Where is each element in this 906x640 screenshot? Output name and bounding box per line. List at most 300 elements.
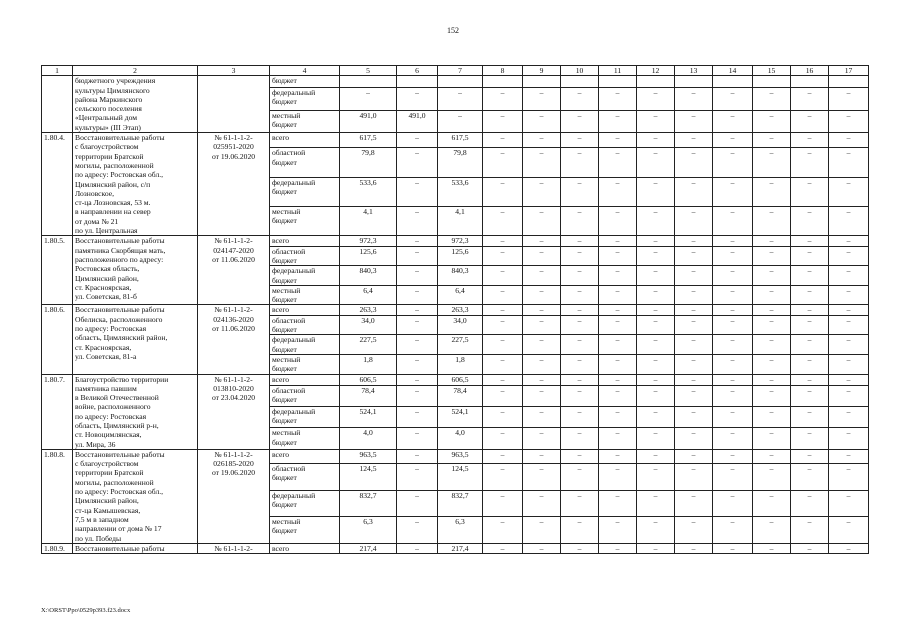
value-cell: – bbox=[561, 133, 599, 148]
value-cell: – bbox=[599, 88, 637, 110]
value-cell: – bbox=[561, 236, 599, 246]
value-cell: – bbox=[713, 490, 753, 517]
value-cell: 125,6 bbox=[438, 246, 483, 266]
value-cell: – bbox=[791, 266, 829, 286]
funding-source-cell: федеральный бюджет bbox=[270, 490, 340, 517]
value-cell: – bbox=[791, 407, 829, 428]
value-cell: – bbox=[791, 285, 829, 305]
value-cell: – bbox=[523, 305, 561, 315]
value-cell: 34,0 bbox=[438, 315, 483, 335]
value-cell: 6,3 bbox=[438, 517, 483, 544]
value-cell: – bbox=[713, 543, 753, 553]
value-cell: – bbox=[483, 305, 523, 315]
value-cell: – bbox=[829, 517, 869, 544]
table-row bbox=[42, 133, 869, 148]
value-cell: – bbox=[397, 374, 438, 385]
value-cell: – bbox=[713, 517, 753, 544]
value-cell: – bbox=[599, 463, 637, 490]
value-cell: 972,3 bbox=[438, 236, 483, 246]
value-cell: – bbox=[753, 148, 791, 177]
value-cell: 606,5 bbox=[340, 374, 397, 385]
value-cell bbox=[523, 76, 561, 88]
value-cell: – bbox=[599, 207, 637, 236]
value-cell: 491,0 bbox=[397, 110, 438, 133]
value-cell: – bbox=[397, 407, 438, 428]
value-cell: – bbox=[753, 133, 791, 148]
value-cell: – bbox=[397, 305, 438, 315]
value-cell: 78,4 bbox=[438, 385, 483, 406]
value-cell: – bbox=[397, 517, 438, 544]
funding-source-cell: бюджет bbox=[270, 76, 340, 88]
value-cell: – bbox=[675, 407, 713, 428]
value-cell: 4,0 bbox=[438, 428, 483, 449]
value-cell: – bbox=[599, 177, 637, 206]
value-cell: – bbox=[637, 177, 675, 206]
value-cell: – bbox=[523, 449, 561, 463]
value-cell: – bbox=[523, 285, 561, 305]
column-number-cell: 16 bbox=[791, 66, 829, 76]
value-cell: – bbox=[791, 148, 829, 177]
value-cell: – bbox=[829, 354, 869, 374]
value-cell: – bbox=[675, 354, 713, 374]
column-number-cell: 1 bbox=[42, 66, 73, 76]
value-cell: 617,5 bbox=[438, 133, 483, 148]
value-cell: – bbox=[829, 490, 869, 517]
value-cell: 533,6 bbox=[438, 177, 483, 206]
value-cell: – bbox=[523, 207, 561, 236]
value-cell: – bbox=[397, 266, 438, 286]
value-cell: – bbox=[753, 543, 791, 553]
value-cell: 533,6 bbox=[340, 177, 397, 206]
value-cell: – bbox=[637, 236, 675, 246]
value-cell: – bbox=[483, 315, 523, 335]
value-cell bbox=[675, 76, 713, 88]
document-cell: № 61-1-1-2- 024147-2020 от 11.06.2020 bbox=[198, 236, 270, 305]
value-cell: – bbox=[561, 335, 599, 355]
value-cell: – bbox=[523, 148, 561, 177]
value-cell: 79,8 bbox=[340, 148, 397, 177]
value-cell: – bbox=[829, 285, 869, 305]
value-cell: – bbox=[753, 449, 791, 463]
value-cell: – bbox=[637, 285, 675, 305]
value-cell: – bbox=[483, 133, 523, 148]
item-number-cell: 1.80.4. bbox=[42, 133, 73, 236]
value-cell: – bbox=[675, 148, 713, 177]
value-cell: – bbox=[829, 207, 869, 236]
value-cell: – bbox=[483, 449, 523, 463]
value-cell: – bbox=[753, 517, 791, 544]
value-cell: – bbox=[713, 428, 753, 449]
value-cell: – bbox=[829, 246, 869, 266]
funding-source-cell: федеральный бюджет bbox=[270, 88, 340, 110]
value-cell: – bbox=[829, 133, 869, 148]
funding-source-cell: всего bbox=[270, 236, 340, 246]
column-number-cell: 4 bbox=[270, 66, 340, 76]
column-number-cell: 10 bbox=[561, 66, 599, 76]
value-cell: 1,8 bbox=[438, 354, 483, 374]
funding-source-cell: местный бюджет bbox=[270, 517, 340, 544]
value-cell: – bbox=[829, 88, 869, 110]
value-cell bbox=[791, 76, 829, 88]
value-cell: – bbox=[397, 385, 438, 406]
value-cell: – bbox=[483, 236, 523, 246]
value-cell: – bbox=[483, 407, 523, 428]
funding-source-cell: федеральный бюджет bbox=[270, 407, 340, 428]
value-cell: – bbox=[791, 315, 829, 335]
value-cell: – bbox=[675, 428, 713, 449]
value-cell: 491,0 bbox=[340, 110, 397, 133]
value-cell: – bbox=[561, 385, 599, 406]
value-cell: – bbox=[675, 266, 713, 286]
document-cell: № 61-1-1-2- bbox=[198, 543, 270, 553]
item-number-cell bbox=[42, 76, 73, 133]
value-cell: – bbox=[561, 110, 599, 133]
column-number-cell: 14 bbox=[713, 66, 753, 76]
value-cell: 963,5 bbox=[438, 449, 483, 463]
value-cell: – bbox=[791, 305, 829, 315]
value-cell: – bbox=[483, 285, 523, 305]
value-cell: – bbox=[791, 88, 829, 110]
column-number-cell: 13 bbox=[675, 66, 713, 76]
value-cell bbox=[438, 76, 483, 88]
funding-source-cell: всего bbox=[270, 449, 340, 463]
value-cell: 217,4 bbox=[438, 543, 483, 553]
funding-source-cell: местный бюджет bbox=[270, 428, 340, 449]
value-cell: – bbox=[753, 385, 791, 406]
value-cell: – bbox=[397, 88, 438, 110]
value-cell: – bbox=[637, 88, 675, 110]
value-cell: – bbox=[523, 236, 561, 246]
value-cell: – bbox=[637, 266, 675, 286]
value-cell: – bbox=[753, 236, 791, 246]
table-row bbox=[42, 543, 869, 553]
funding-source-cell: федеральный бюджет bbox=[270, 266, 340, 286]
value-cell: – bbox=[523, 133, 561, 148]
value-cell: – bbox=[713, 177, 753, 206]
value-cell: – bbox=[829, 236, 869, 246]
value-cell: – bbox=[397, 207, 438, 236]
value-cell: – bbox=[791, 490, 829, 517]
value-cell: 227,5 bbox=[438, 335, 483, 355]
value-cell: – bbox=[599, 407, 637, 428]
value-cell: – bbox=[829, 543, 869, 553]
value-cell: – bbox=[483, 207, 523, 236]
value-cell: – bbox=[791, 354, 829, 374]
value-cell: – bbox=[599, 266, 637, 286]
value-cell: – bbox=[523, 490, 561, 517]
value-cell: – bbox=[753, 463, 791, 490]
value-cell: – bbox=[397, 285, 438, 305]
file-path-footer: X:\ORST\Ppo\0529p393.f23.docx bbox=[41, 607, 131, 614]
value-cell: – bbox=[561, 305, 599, 315]
document-cell: № 61-1-1-2- 026185-2020 от 19.06.2020 bbox=[198, 449, 270, 543]
value-cell: – bbox=[829, 449, 869, 463]
value-cell: – bbox=[561, 177, 599, 206]
value-cell: 34,0 bbox=[340, 315, 397, 335]
value-cell: 4,0 bbox=[340, 428, 397, 449]
value-cell: 840,3 bbox=[340, 266, 397, 286]
value-cell: – bbox=[599, 374, 637, 385]
value-cell: – bbox=[713, 374, 753, 385]
value-cell: 263,3 bbox=[340, 305, 397, 315]
value-cell: – bbox=[483, 266, 523, 286]
value-cell: – bbox=[523, 110, 561, 133]
value-cell: – bbox=[483, 463, 523, 490]
column-number-cell: 17 bbox=[829, 66, 869, 76]
table-row bbox=[42, 305, 869, 315]
value-cell: – bbox=[561, 207, 599, 236]
value-cell: – bbox=[637, 385, 675, 406]
value-cell: – bbox=[599, 517, 637, 544]
value-cell: – bbox=[523, 543, 561, 553]
value-cell: – bbox=[829, 315, 869, 335]
value-cell: – bbox=[637, 354, 675, 374]
value-cell: – bbox=[675, 490, 713, 517]
value-cell: – bbox=[523, 463, 561, 490]
value-cell bbox=[599, 76, 637, 88]
column-number-row bbox=[42, 66, 869, 76]
value-cell: – bbox=[637, 543, 675, 553]
value-cell: – bbox=[713, 385, 753, 406]
value-cell: – bbox=[675, 385, 713, 406]
value-cell: – bbox=[523, 374, 561, 385]
value-cell: – bbox=[561, 463, 599, 490]
value-cell: – bbox=[561, 517, 599, 544]
column-number-cell: 5 bbox=[340, 66, 397, 76]
value-cell: – bbox=[829, 407, 869, 428]
table-row bbox=[42, 76, 869, 88]
item-name-cell: Восстановительные работы памятника Скорбящая мать, расположенного по адресу: Ростовская область, Цимлянский район, ст. Красноярская, ул. Советская, 81-б bbox=[73, 236, 198, 305]
value-cell: – bbox=[829, 374, 869, 385]
value-cell: – bbox=[483, 335, 523, 355]
value-cell: – bbox=[829, 385, 869, 406]
value-cell: – bbox=[829, 305, 869, 315]
value-cell: – bbox=[637, 428, 675, 449]
value-cell: – bbox=[753, 354, 791, 374]
value-cell: – bbox=[791, 207, 829, 236]
value-cell: – bbox=[523, 335, 561, 355]
funding-source-cell: всего bbox=[270, 374, 340, 385]
value-cell: – bbox=[397, 463, 438, 490]
value-cell: – bbox=[791, 110, 829, 133]
value-cell: 6,4 bbox=[438, 285, 483, 305]
value-cell: 124,5 bbox=[340, 463, 397, 490]
value-cell: – bbox=[637, 407, 675, 428]
item-number-cell: 1.80.5. bbox=[42, 236, 73, 305]
value-cell: – bbox=[829, 110, 869, 133]
value-cell: – bbox=[713, 315, 753, 335]
value-cell: 832,7 bbox=[340, 490, 397, 517]
value-cell: – bbox=[523, 315, 561, 335]
value-cell: 217,4 bbox=[340, 543, 397, 553]
item-name-cell: Восстановительные работы с благоустройством территории Братской могилы, расположенной по адресу: Ростовская обл., Цимлянский район, ст-ца Камышевская, 7,5 м в западном направлении от дома № 17 по ул. Победы bbox=[73, 449, 198, 543]
value-cell: – bbox=[340, 88, 397, 110]
value-cell: 832,7 bbox=[438, 490, 483, 517]
value-cell: – bbox=[438, 110, 483, 133]
value-cell: – bbox=[397, 246, 438, 266]
value-cell: – bbox=[397, 148, 438, 177]
value-cell: 6,3 bbox=[340, 517, 397, 544]
value-cell: – bbox=[675, 207, 713, 236]
value-cell: – bbox=[397, 177, 438, 206]
value-cell: 263,3 bbox=[438, 305, 483, 315]
value-cell: – bbox=[599, 385, 637, 406]
value-cell bbox=[637, 76, 675, 88]
column-number-cell: 2 bbox=[73, 66, 198, 76]
value-cell: – bbox=[483, 490, 523, 517]
value-cell: 124,5 bbox=[438, 463, 483, 490]
item-name-cell: бюджетного учреждения культуры Цимлянского района Маркинского сельского поселения «Центральный дом культуры» (III Этап) bbox=[73, 76, 198, 133]
value-cell: 606,5 bbox=[438, 374, 483, 385]
value-cell: – bbox=[523, 385, 561, 406]
value-cell: – bbox=[791, 428, 829, 449]
value-cell: – bbox=[599, 246, 637, 266]
value-cell: – bbox=[753, 305, 791, 315]
value-cell bbox=[753, 76, 791, 88]
value-cell: – bbox=[561, 490, 599, 517]
value-cell: – bbox=[753, 315, 791, 335]
value-cell: – bbox=[675, 133, 713, 148]
value-cell: – bbox=[713, 88, 753, 110]
funding-source-cell: областной бюджет bbox=[270, 246, 340, 266]
value-cell: – bbox=[713, 133, 753, 148]
value-cell: – bbox=[637, 246, 675, 266]
value-cell: – bbox=[713, 354, 753, 374]
value-cell: 840,3 bbox=[438, 266, 483, 286]
value-cell: – bbox=[713, 335, 753, 355]
value-cell: – bbox=[599, 305, 637, 315]
value-cell: – bbox=[713, 246, 753, 266]
funding-source-cell: областной бюджет bbox=[270, 315, 340, 335]
value-cell: 617,5 bbox=[340, 133, 397, 148]
value-cell: – bbox=[523, 407, 561, 428]
value-cell: – bbox=[791, 449, 829, 463]
value-cell: – bbox=[397, 449, 438, 463]
value-cell: – bbox=[599, 285, 637, 305]
value-cell: – bbox=[637, 335, 675, 355]
value-cell: – bbox=[829, 177, 869, 206]
value-cell: – bbox=[713, 305, 753, 315]
value-cell: – bbox=[523, 177, 561, 206]
funding-source-cell: областной бюджет bbox=[270, 385, 340, 406]
funding-source-cell: всего bbox=[270, 543, 340, 553]
funding-source-cell: местный бюджет bbox=[270, 354, 340, 374]
document-cell: № 61-1-1-2- 025951-2020 от 19.06.2020 bbox=[198, 133, 270, 236]
value-cell: – bbox=[561, 285, 599, 305]
value-cell: – bbox=[675, 463, 713, 490]
value-cell: 963,5 bbox=[340, 449, 397, 463]
funding-source-cell: областной бюджет bbox=[270, 148, 340, 177]
value-cell: – bbox=[637, 133, 675, 148]
value-cell: – bbox=[829, 463, 869, 490]
value-cell: – bbox=[599, 315, 637, 335]
value-cell: – bbox=[829, 335, 869, 355]
column-number-cell: 7 bbox=[438, 66, 483, 76]
value-cell: – bbox=[523, 266, 561, 286]
value-cell: – bbox=[753, 428, 791, 449]
value-cell: – bbox=[397, 543, 438, 553]
value-cell: – bbox=[397, 133, 438, 148]
value-cell bbox=[340, 76, 397, 88]
value-cell: – bbox=[483, 354, 523, 374]
value-cell: – bbox=[753, 335, 791, 355]
value-cell: 1,8 bbox=[340, 354, 397, 374]
value-cell: – bbox=[791, 517, 829, 544]
document-cell: № 61-1-1-2- 013810-2020 от 23.04.2020 bbox=[198, 374, 270, 449]
value-cell: – bbox=[713, 207, 753, 236]
value-cell: 524,1 bbox=[438, 407, 483, 428]
table-row bbox=[42, 449, 869, 463]
value-cell: – bbox=[675, 335, 713, 355]
funding-source-cell: федеральный бюджет bbox=[270, 177, 340, 206]
value-cell: – bbox=[791, 335, 829, 355]
value-cell: – bbox=[561, 246, 599, 266]
value-cell: – bbox=[483, 374, 523, 385]
value-cell: 78,4 bbox=[340, 385, 397, 406]
value-cell: – bbox=[791, 385, 829, 406]
value-cell: – bbox=[523, 246, 561, 266]
value-cell: – bbox=[753, 207, 791, 236]
value-cell: – bbox=[637, 207, 675, 236]
value-cell: – bbox=[637, 374, 675, 385]
value-cell: – bbox=[675, 449, 713, 463]
column-number-cell: 9 bbox=[523, 66, 561, 76]
value-cell: – bbox=[561, 354, 599, 374]
value-cell: – bbox=[713, 463, 753, 490]
value-cell: – bbox=[483, 517, 523, 544]
value-cell: 4,1 bbox=[438, 207, 483, 236]
value-cell: – bbox=[599, 110, 637, 133]
item-number-cell: 1.80.6. bbox=[42, 305, 73, 374]
value-cell: – bbox=[791, 246, 829, 266]
column-number-cell: 15 bbox=[753, 66, 791, 76]
table-row bbox=[42, 374, 869, 385]
value-cell: – bbox=[713, 266, 753, 286]
column-number-cell: 12 bbox=[637, 66, 675, 76]
funding-source-cell: всего bbox=[270, 133, 340, 148]
value-cell: – bbox=[483, 148, 523, 177]
value-cell: – bbox=[599, 335, 637, 355]
funding-source-cell: областной бюджет bbox=[270, 463, 340, 490]
value-cell: – bbox=[483, 246, 523, 266]
value-cell: – bbox=[438, 88, 483, 110]
value-cell: – bbox=[523, 517, 561, 544]
value-cell: – bbox=[675, 88, 713, 110]
value-cell: – bbox=[523, 354, 561, 374]
value-cell: – bbox=[713, 285, 753, 305]
value-cell: – bbox=[599, 236, 637, 246]
value-cell: – bbox=[483, 110, 523, 133]
value-cell: – bbox=[397, 315, 438, 335]
value-cell: – bbox=[483, 385, 523, 406]
document-cell bbox=[198, 76, 270, 133]
value-cell: – bbox=[561, 88, 599, 110]
value-cell: – bbox=[637, 449, 675, 463]
column-number-cell: 11 bbox=[599, 66, 637, 76]
item-name-cell: Восстановительные работы Обелиска, расположенного по адресу: Ростовская область, Цимлянский район, ст. Красноярская, ул. Советская, 81-а bbox=[73, 305, 198, 374]
value-cell: – bbox=[483, 177, 523, 206]
value-cell: – bbox=[753, 374, 791, 385]
column-number-cell: 8 bbox=[483, 66, 523, 76]
value-cell: – bbox=[829, 266, 869, 286]
value-cell: – bbox=[483, 543, 523, 553]
column-number-cell: 6 bbox=[397, 66, 438, 76]
value-cell: 972,3 bbox=[340, 236, 397, 246]
value-cell bbox=[397, 76, 438, 88]
value-cell: – bbox=[637, 148, 675, 177]
funding-source-cell: всего bbox=[270, 305, 340, 315]
value-cell: – bbox=[523, 428, 561, 449]
